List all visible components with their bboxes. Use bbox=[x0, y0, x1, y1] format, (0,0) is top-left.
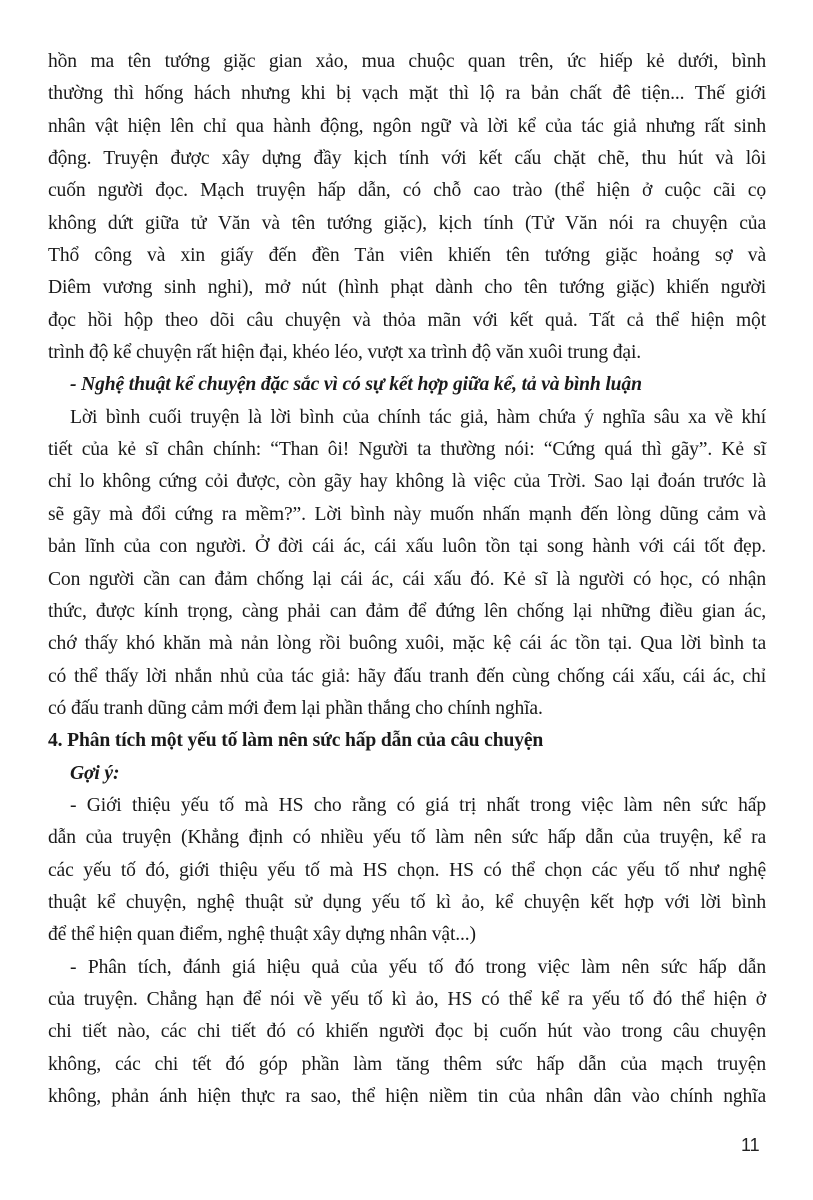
text-line: có thể thấy lời nhắn nhủ của tác giả: hãy đấu tranh đến cùng chống cái xấu, cái ác, chỉ bbox=[48, 665, 766, 687]
text-line: không dứt giữa tử Văn và tên tướng giặc), kịch tính (Tử Văn nói ra chuyện của bbox=[48, 212, 766, 234]
text-line: sẽ gãy mà đổi cứng ra mềm?”. Lời bình này muốn nhấn mạnh đến lòng dũng cảm và bbox=[48, 503, 766, 525]
subheading-line: - Nghệ thuật kể chuyện đặc sắc vì có sự kết hợp giữa kể, tả và bình luận bbox=[70, 374, 642, 396]
text-line: không, các chi tết đó góp phần làm tăng thêm sức hấp dẫn của mạch truyện bbox=[48, 1053, 766, 1075]
subheading-line: Gợi ý: bbox=[70, 762, 120, 784]
paragraph-start-line: - Giới thiệu yếu tố mà HS cho rằng có giá trị nhất trong việc làm nên sức hấp bbox=[70, 794, 766, 816]
document-page bbox=[48, 46, 766, 1113]
paragraph-start-line: - Phân tích, đánh giá hiệu quả của yếu tố đó trong việc làm nên sức hấp dẫn bbox=[70, 956, 766, 978]
section-heading: 4. Phân tích một yếu tố làm nên sức hấp dẫn của câu chuyện bbox=[48, 730, 544, 752]
text-line: chi tiết nào, các chi tiết đó có khiến người đọc bị cuốn hút vào trong câu chuyện bbox=[48, 1021, 766, 1043]
text-line: Thổ công và xin giấy đến đền Tản viên khiến tên tướng giặc hoảng sợ và bbox=[48, 245, 766, 267]
text-line: tiết của kẻ sĩ chân chính: “Than ôi! Người ta thường nói: “Cứng quá thì gãy”. Kẻ sĩ bbox=[48, 439, 766, 461]
text-line: các yếu tố đó, giới thiệu yếu tố mà HS chọn. HS có thể chọn các yếu tố như nghệ bbox=[48, 859, 766, 881]
text-line: Con người cần can đảm chống lại cái ác, cái xấu đó. Kẻ sĩ là người có học, có nhận bbox=[48, 568, 766, 590]
page-number: 11 bbox=[741, 1135, 760, 1155]
text-line: động. Truyện được xây dựng đầy kịch tính với kết cấu chặt chẽ, thu hút và lôi bbox=[48, 148, 766, 170]
text-line: đọc hồi hộp theo dõi câu chuyện và thỏa mãn với kết quả. Tất cả thể hiện một bbox=[48, 309, 766, 331]
text-line: dẫn của truyện (Khẳng định có nhiều yếu tố làm nên sức hấp dẫn của truyện, kể ra bbox=[48, 827, 766, 849]
text-line: trình độ kể chuyện rất hiện đại, khéo léo, vượt xa trình độ văn xuôi trung đại. bbox=[48, 342, 641, 364]
text-line: của truyện. Chẳng hạn để nói về yếu tố kì ảo, HS có thể kể ra yếu tố đó thể hiện ở bbox=[48, 988, 766, 1010]
text-line: thường thì hống hách nhưng khi bị vạch mặt thì lộ ra bản chất đê tiện... Thế giới bbox=[48, 83, 766, 105]
text-line: thức, được kính trọng, càng phải can đảm để đứng lên chống lại những điều gian ác, bbox=[48, 600, 766, 622]
text-line: chớ thấy khó khăn mà nản lòng rồi buông xuôi, mặc kệ cái ác tồn tại. Qua lời bình ta bbox=[48, 633, 766, 655]
text-line: hồn ma tên tướng giặc gian xảo, mua chuộc quan trên, ức hiếp kẻ dưới, bình bbox=[48, 51, 766, 72]
text-line: nhân vật hiện lên chỉ qua hành động, ngôn ngữ và lời kể của tác giả nhưng rất sinh bbox=[48, 115, 766, 137]
text-line: thuật kể chuyện, nghệ thuật sử dụng yếu tố kì ảo, kể chuyện kết hợp với lời bình bbox=[48, 891, 766, 913]
text-line: không, phản ánh hiện thực ra sao, thể hiện niềm tin của nhân dân vào chính nghĩa bbox=[48, 1086, 766, 1107]
text-line: bản lĩnh của con người. Ở đời cái ác, cái xấu luôn tồn tại song hành với cái tốt đẹp. bbox=[48, 536, 766, 558]
text-line: có đấu tranh dũng cảm mới đem lại phần thắng cho chính nghĩa. bbox=[48, 697, 543, 719]
text-line: chỉ lo không cứng cỏi được, còn gãy hay không là việc của Trời. Sao lại đoán trước là bbox=[48, 471, 766, 493]
text-line: để thể hiện quan điểm, nghệ thuật xây dựng nhân vật...) bbox=[48, 924, 476, 946]
text-line: Diêm vương sinh nghi), mở nút (hình phạt dành cho tên tướng giặc) khiến người bbox=[48, 277, 766, 299]
text-line: cuốn người đọc. Mạch truyện hấp dẫn, có chỗ cao trào (thể hiện ở cuộc cãi cọ bbox=[48, 180, 766, 202]
paragraph-start-line: Lời bình cuối truyện là lời bình của chính tác giả, hàm chứa ý nghĩa sâu xa về khí bbox=[70, 406, 766, 428]
